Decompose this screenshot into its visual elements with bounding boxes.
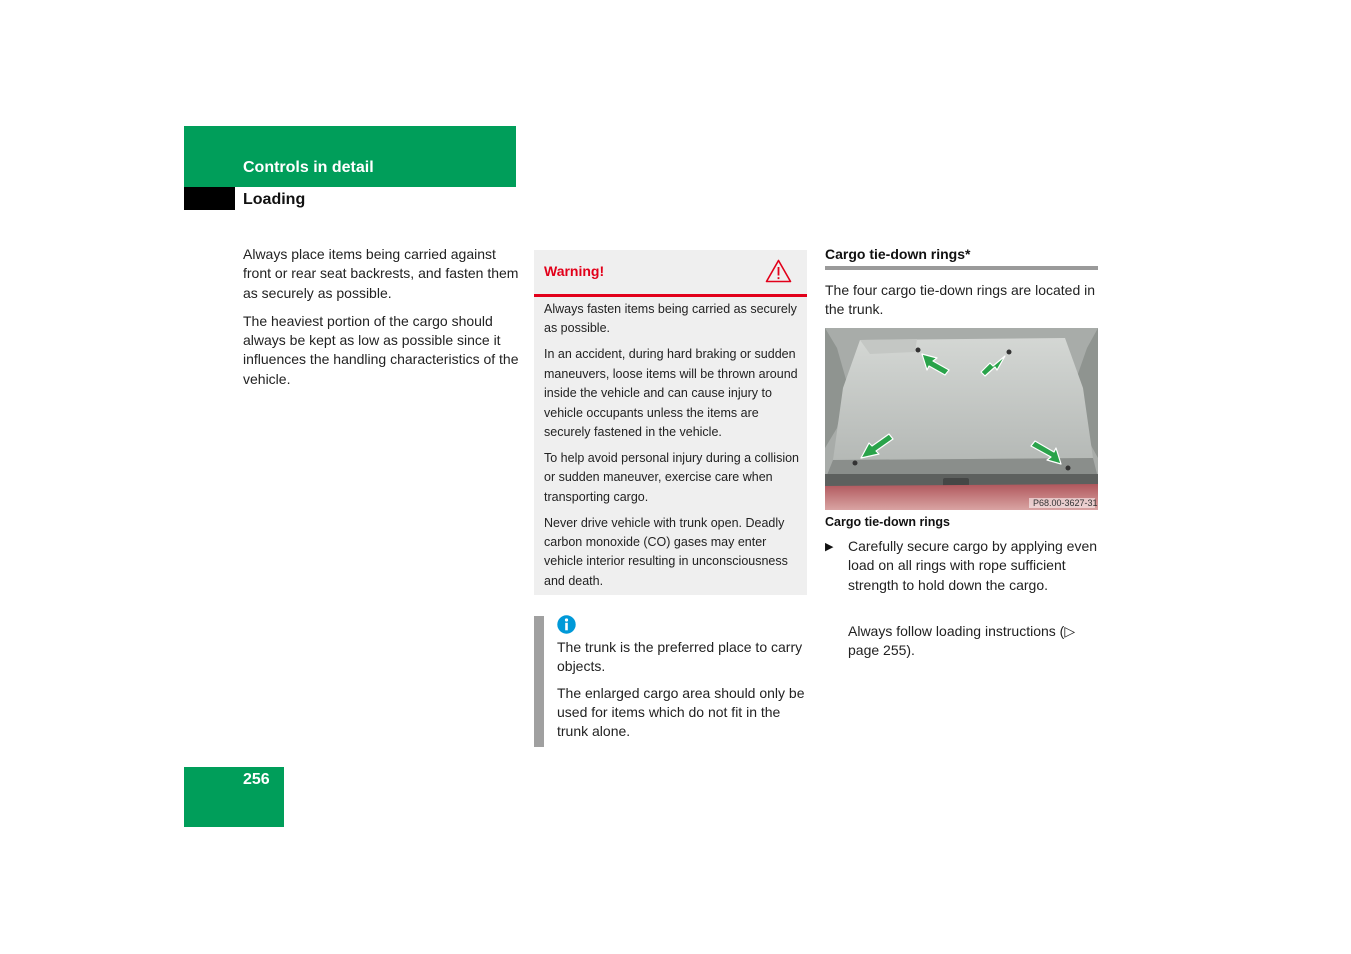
warning-triangle-icon	[765, 259, 792, 283]
left-paragraph: The heaviest portion of the cargo should always be kept as low as possible since it influences the handling characteristics of the vehicle.	[243, 312, 519, 387]
chapter-title: Controls in detail	[243, 159, 374, 176]
bullet-arrow-icon: ▶	[825, 541, 834, 553]
left-column	[243, 245, 519, 398]
image-caption: Cargo tie-down rings	[825, 515, 950, 529]
header-band	[184, 126, 516, 187]
warning-paragraph: In an accident, during hard braking or sudden maneuvers, loose items will be thrown around inside the vehicle and can cause injury to vehicle occupants unless the items are securely fastened in the vehicle.	[544, 347, 798, 439]
info-icon	[557, 615, 576, 634]
loading-instructions-reference: Always follow loading instructions (▷ page 255).	[848, 623, 1076, 659]
left-paragraph: Always place items being carried against front or rear seat backrests, and fasten them as securely as possible.	[243, 246, 519, 301]
info-text	[557, 638, 809, 748]
page-number: 256	[243, 771, 270, 788]
trunk-photo	[825, 328, 1098, 510]
warning-title: Warning!	[544, 263, 605, 279]
image-code: P68.00-3627-31	[1033, 498, 1098, 508]
section-title: Loading	[243, 191, 306, 208]
info-paragraph: The enlarged cargo area should only be used for items which do not fit in the trunk alone.	[557, 684, 805, 740]
warning-text	[544, 300, 800, 598]
instruction-step: Carefully secure cargo by applying even load on all rings with rope sufficient strength to hold down the cargo.	[848, 538, 1098, 593]
warning-paragraph: To help avoid personal injury during a collision or sudden maneuver, exercise care when transporting cargo.	[544, 450, 800, 504]
cargo-rings-intro: The four cargo tie-down rings are located in the trunk.	[825, 282, 1096, 318]
cargo-rings-title: Cargo tie-down rings*	[825, 246, 971, 262]
warning-paragraph: Never drive vehicle with trunk open. Deadly carbon monoxide (CO) gases may enter vehicle interior resulting in unconsciousness and death.	[544, 515, 788, 588]
warning-paragraph: Always fasten items being carried as securely as possible.	[544, 302, 797, 336]
title-rule	[825, 266, 1098, 270]
info-paragraph: The trunk is the preferred place to carry objects.	[557, 639, 803, 675]
info-bar	[534, 616, 544, 747]
section-marker	[184, 187, 235, 210]
